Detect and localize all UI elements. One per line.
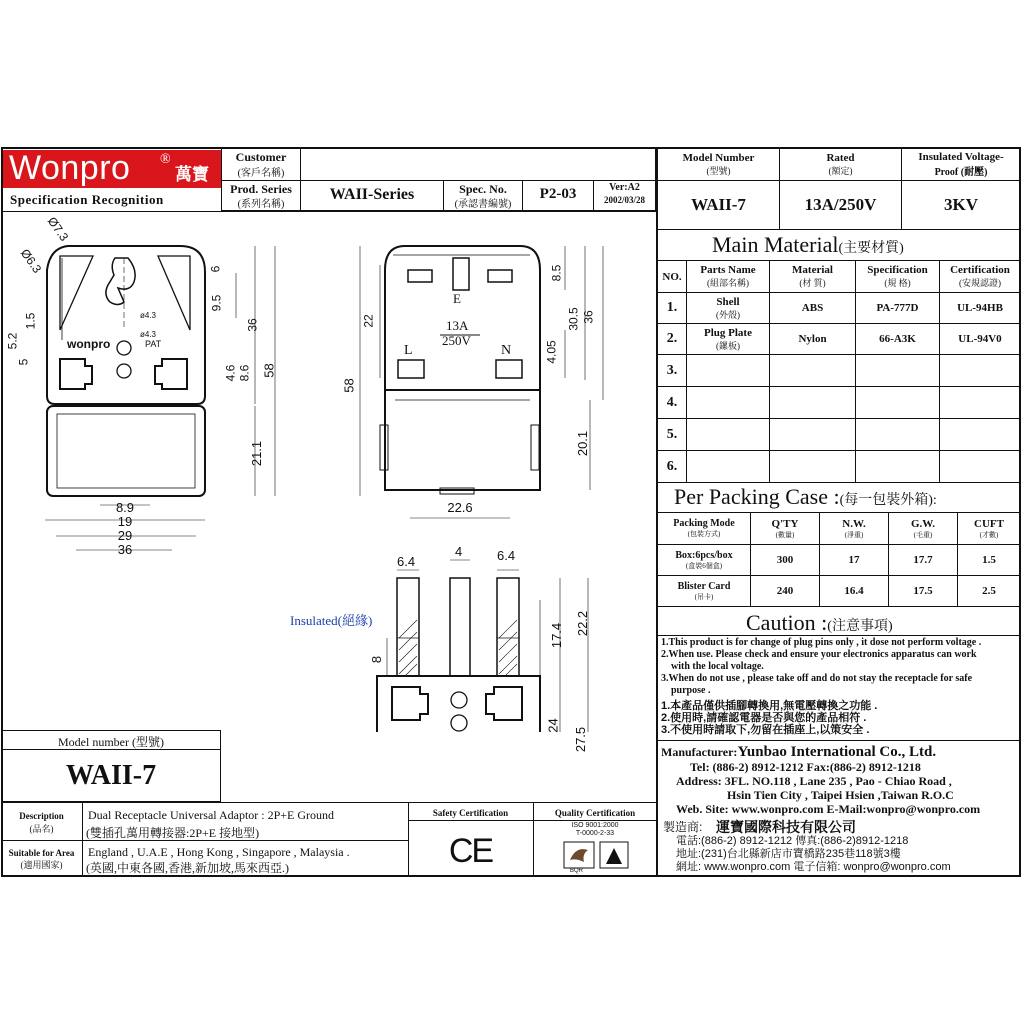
caution-line-1: 1.This product is for change of plug pins only , it dose not perform voltage . bbox=[661, 637, 982, 648]
prod-series-label: Prod. Series bbox=[230, 182, 292, 196]
manufacturer-cn-name: 運寶國際科技有限公司 bbox=[716, 819, 856, 835]
dim-front-15: 19 bbox=[117, 514, 133, 529]
dim-side-4: 17.4 bbox=[549, 622, 565, 649]
ver: Ver:A2 bbox=[609, 182, 640, 193]
technical-drawing bbox=[0, 212, 656, 732]
dim-back-4: 36 bbox=[581, 310, 596, 324]
caution-line-6: 1.本產品僅供插腳轉換用,無電壓轉換之功能 . bbox=[661, 700, 878, 712]
main-material-title bbox=[712, 232, 904, 258]
table-row: 1. Shell (外殼) ABS PA-777D UL-94HB bbox=[658, 293, 1021, 324]
bqr-label: BQR bbox=[570, 868, 584, 874]
prod-series-label-cn: (系列名稱) bbox=[237, 199, 285, 210]
caution-line-8: 3.不使用時請取下,勿留在插座上,以策安全 . bbox=[661, 724, 870, 736]
iso-line2: T-0000-2-33 bbox=[575, 830, 615, 837]
spec-recognition: Specification Recognition bbox=[10, 192, 164, 207]
caution-line-2: 2.When use. Please check and ensure your electronics apparatus can work bbox=[661, 649, 977, 660]
col-material: Material (材 質) bbox=[770, 261, 856, 293]
dim-front-13: 21.1 bbox=[249, 440, 265, 467]
dim-front-8: ø4.3 bbox=[140, 311, 157, 320]
wonpro-logo bbox=[3, 150, 221, 188]
model-number-label: Model number (型號) bbox=[58, 735, 164, 749]
table-row: 2. Plug Plate (鏍板) Nylon 66-A3K UL-94V0 bbox=[658, 324, 1021, 355]
caution-line-3: with the local voltage. bbox=[671, 661, 764, 672]
caution-line-7: 2.使用時,請確認電器是否與您的產品相符 . bbox=[661, 712, 867, 724]
dim-front-6: 5.2 bbox=[5, 332, 20, 350]
packing-title-cn: (每一包裝外箱): bbox=[839, 493, 937, 508]
dim-back-3: 30.5 bbox=[566, 307, 581, 331]
dim-back-10: 58 bbox=[341, 378, 357, 393]
pin-L: L bbox=[404, 343, 413, 358]
manufacturer-address2: Hsin Tien City , Taipei Hsien ,Taiwan R.O.C bbox=[727, 788, 954, 802]
col-qty: Q'TY (數量) bbox=[751, 513, 820, 545]
table-row: 3. bbox=[658, 355, 1021, 387]
col-no: NO. bbox=[658, 261, 687, 293]
dim-front-4: 36 bbox=[245, 318, 260, 332]
dim-back-11: 20.1 bbox=[575, 430, 591, 457]
caution-title-en: Caution : bbox=[746, 610, 828, 635]
table-row: 4. bbox=[658, 387, 1021, 419]
col-cert: Certification (安規認證) bbox=[940, 261, 1021, 293]
dim-front-16: 29 bbox=[117, 528, 133, 543]
packing-table bbox=[657, 512, 1021, 607]
customer-label: Customer bbox=[235, 150, 287, 164]
caution-divider bbox=[657, 635, 1021, 636]
main-material-title-en: Main Material bbox=[712, 232, 839, 257]
model-number-value: WAII-7 bbox=[65, 760, 157, 791]
dim-back-12: 22.6 bbox=[447, 500, 473, 515]
dim-side-0: 6.4 bbox=[397, 554, 416, 569]
dim-side-1: 4 bbox=[455, 544, 463, 559]
desc-label: Description bbox=[19, 811, 64, 821]
dim-side-3: 22.2 bbox=[575, 610, 591, 637]
dim-front-14: 8.9 bbox=[115, 500, 135, 515]
manufacturer-cn-tel: 電話:(886-2) 8912-1212 傳真:(886-2)8912-1218 bbox=[676, 835, 909, 847]
rating-amps: 13A bbox=[446, 318, 469, 333]
manufacturer-cn-label: 製造商: bbox=[663, 820, 703, 834]
pin-N: N bbox=[501, 343, 512, 358]
quality-label: Quality Certification bbox=[554, 808, 636, 818]
dim-front-12: 58 bbox=[261, 363, 277, 378]
manufacturer-cn-web: 網址: www.wonpro.com 電子信箱: wonpro@wonpro.com bbox=[676, 861, 951, 873]
logo-brand: Wonpro bbox=[9, 149, 131, 187]
date: 2002/03/28 bbox=[603, 195, 645, 205]
packing-title bbox=[674, 484, 937, 510]
manufacturer-cn-addr: 地址:(231)台北縣新店市寶橋路235巷118號3樓 bbox=[676, 848, 901, 860]
dim-front-0: Ø7.3 bbox=[44, 214, 72, 244]
spec-no-value: P2-03 bbox=[539, 186, 577, 202]
model-rating-table bbox=[657, 147, 1021, 230]
iso-line1: ISO 9001:2000 bbox=[571, 822, 619, 829]
plug-pat: PAT bbox=[145, 339, 162, 349]
plug-brand: wonpro bbox=[67, 337, 111, 351]
col-parts: Parts Name (組部名稱) bbox=[687, 261, 770, 293]
dim-front-1: Ø6.3 bbox=[17, 246, 45, 276]
rated-cell: 13A/250V bbox=[780, 181, 902, 230]
dim-front-7: 5 bbox=[16, 358, 31, 366]
manufacturer-heading: Manufacturer:Yunbao International Co., Ltd. bbox=[661, 744, 937, 760]
dim-side-6: 24 bbox=[545, 718, 561, 733]
caution-line-4: 3.When do not use , please take off and do not stay the receptacle for safe bbox=[661, 673, 973, 684]
area-en: England , U.A.E , Hong Kong , Singapore , Malaysia . bbox=[88, 845, 350, 859]
logo-reg: ® bbox=[160, 152, 171, 167]
insulated-header: Insulated Voltage- Proof (耐壓) bbox=[902, 148, 1021, 181]
main-material-table bbox=[657, 260, 1021, 483]
caution-title-cn: (注意事項) bbox=[827, 619, 893, 634]
model-number-header: Model Number (型號) bbox=[658, 148, 780, 181]
customer-label-cn: (客戶名稱) bbox=[237, 168, 285, 179]
desc-col-line bbox=[82, 802, 83, 876]
table-row: 5. bbox=[658, 419, 1021, 451]
spec-no-label-cn: (承認書編號) bbox=[454, 199, 512, 210]
prod-series-value: WAII-Series bbox=[329, 186, 415, 203]
desc-cn: (雙插孔萬用轉接器:2P+E 接地型) bbox=[86, 826, 260, 840]
dim-front-10: 4.6 bbox=[223, 364, 238, 382]
insulated-cell: 3KV bbox=[902, 181, 1021, 230]
manufacturer-web: Web. Site: www.wonpro.com E-Mail:wonpro@wonpro.com bbox=[676, 802, 981, 816]
desc-top-line bbox=[1, 802, 657, 803]
dim-side-5: 8 bbox=[369, 655, 385, 664]
dim-back-9: 4.05 bbox=[544, 340, 559, 364]
col-packing-mode: Packing Mode (包裝方式) bbox=[658, 513, 751, 545]
dim-front-17: 36 bbox=[117, 542, 133, 557]
model-number-cell: WAII-7 bbox=[658, 181, 780, 230]
col-cuft: CUFT (才數) bbox=[958, 513, 1021, 545]
dim-front-2: 6 bbox=[208, 265, 223, 273]
caution-line-5: purpose . bbox=[671, 685, 711, 696]
manufacturer-divider bbox=[657, 740, 1021, 741]
spec-no-label: Spec. No. bbox=[459, 182, 507, 196]
area-label-cn: (適用國家) bbox=[20, 860, 63, 870]
dim-front-3: 9.5 bbox=[209, 294, 224, 312]
rated-header: Rated (額定) bbox=[780, 148, 902, 181]
dim-front-11: 8.6 bbox=[237, 364, 252, 382]
insulated-label: Insulated(絕緣) bbox=[290, 613, 373, 628]
safety-label: Safety Certification bbox=[432, 808, 509, 818]
desc-en: Dual Receptacle Universal Adaptor : 2P+E Ground bbox=[88, 808, 335, 822]
col-nw: N.W. (淨重) bbox=[820, 513, 889, 545]
rating-volts: 250V bbox=[442, 333, 471, 348]
dim-front-9: ø4.3 bbox=[140, 330, 157, 339]
dim-front-5: 1.5 bbox=[23, 312, 38, 330]
caution-title bbox=[746, 610, 893, 636]
main-material-title-cn: (主要材質) bbox=[838, 241, 904, 256]
table-row: 6. bbox=[658, 451, 1021, 483]
manufacturer-tel: Tel: (886-2) 8912-1212 Fax:(886-2) 8912-1218 bbox=[690, 760, 921, 774]
logo-chinese: 萬寶 bbox=[175, 165, 209, 185]
dim-back-E: E bbox=[453, 291, 461, 306]
dim-back-2: 22 bbox=[361, 314, 376, 328]
col-spec: Specification (規 格) bbox=[856, 261, 940, 293]
dim-side-7: 27.5 bbox=[573, 726, 589, 753]
desc-label-cn: (品名) bbox=[29, 824, 54, 834]
cert-header-line bbox=[408, 820, 657, 821]
dim-side-2: 6.4 bbox=[497, 548, 516, 563]
manufacturer-address1: Address: 3FL. NO.118 , Lane 235 , Pao - Chiao Road , bbox=[676, 774, 952, 788]
ce-mark: CE bbox=[448, 832, 493, 870]
col-gw: G.W. (毛重) bbox=[889, 513, 958, 545]
table-row: Box:6pcs/box (盒裝6個盒) 300 17 17.7 1.5 bbox=[658, 545, 1021, 576]
table-row: Blister Card (吊卡) 240 16.4 17.5 2.5 bbox=[658, 576, 1021, 607]
packing-title-en: Per Packing Case : bbox=[674, 484, 840, 509]
area-cn: (英國,中東各國,香港,新加坡,馬來西亞.) bbox=[86, 861, 289, 875]
area-label: Suitable for Area bbox=[8, 848, 75, 858]
dim-back-1: 8.5 bbox=[549, 264, 564, 282]
